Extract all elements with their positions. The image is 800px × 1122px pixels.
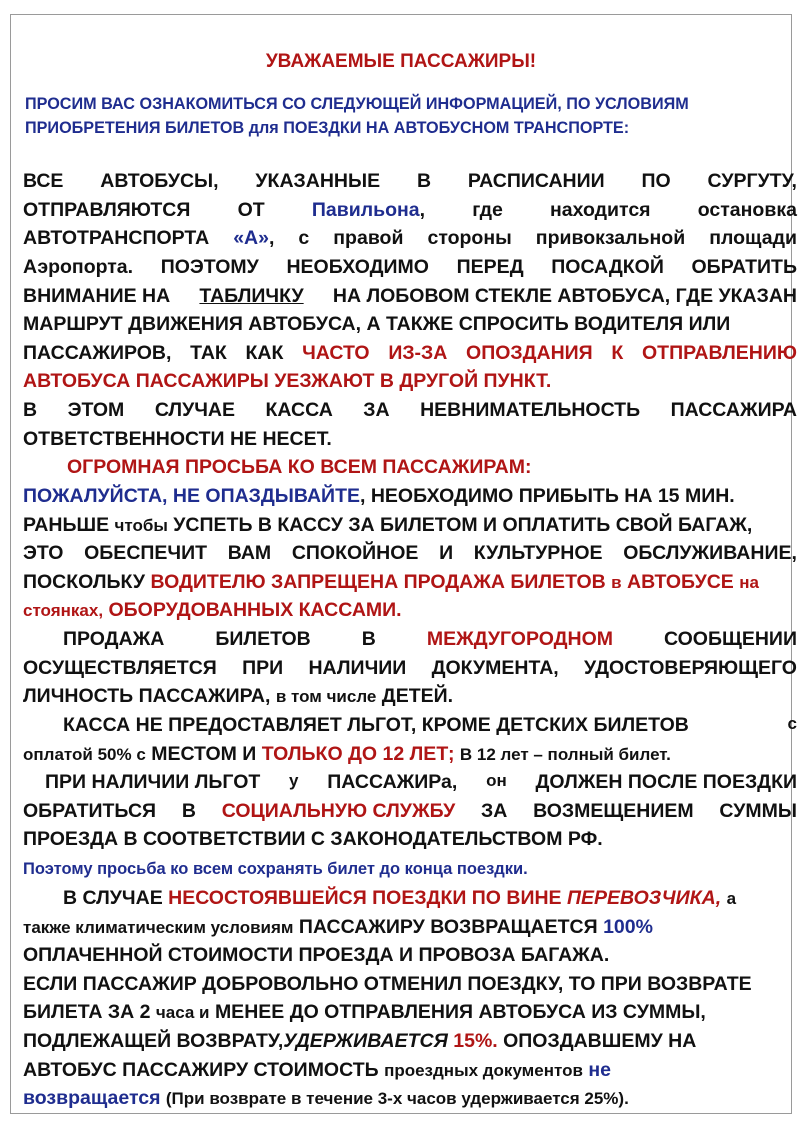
p1-line-2: ОТПРАВЛЯЮТСЯ ОТ Павильона, где находится остановка	[23, 199, 797, 221]
p6-line-2: также климатическим условиям ПАССАЖИРУ ВОЗВРАЩАЕТСЯ 100%	[23, 916, 653, 938]
p1-line-10: ОТВЕТСТВЕННОСТИ НЕ НЕСЕТ.	[23, 428, 332, 450]
p2-line-2: РАНЬШЕ чтобы УСПЕТЬ В КАССУ ЗА БИЛЕТОМ И ОПЛАТИТЬ СВОЙ БАГАЖ,	[23, 514, 753, 536]
p2-line-5: стоянках, ОБОРУДОВАННЫХ КАССАМИ.	[23, 599, 402, 621]
p3-line-2: ОСУЩЕСТВЛЯЕТСЯ ПРИ НАЛИЧИИ ДОКУМЕНТА, УДОСТОВЕРЯЮЩЕГО	[23, 657, 797, 679]
p4-line-1: КАССА НЕ ПРЕДОСТАВЛЯЕТ ЛЬГОТ, КРОМЕ ДЕТСКИХ БИЛЕТОВ с	[63, 714, 797, 736]
p1-line-8: АВТОБУСА ПАССАЖИРЫ УЕЗЖАЮТ В ДРУГОЙ ПУНКТ.	[23, 370, 552, 392]
p6-line-7: АВТОБУС ПАССАЖИРУ СТОИМОСТЬ проездных документов не	[23, 1059, 611, 1081]
p5-line-3: ПРОЕЗДА В СООТВЕТСТВИИ С ЗАКОНОДАТЕЛЬСТВОМ РФ.	[23, 828, 603, 850]
p6-line-3: ОПЛАЧЕННОЙ СТОИМОСТИ ПРОЕЗДА И ПРОВОЗА БАГАЖА.	[23, 944, 610, 966]
intro-line-1: ПРОСИМ ВАС ОЗНАКОМИТЬСЯ СО СЛЕДУЮЩЕЙ ИНФОРМАЦИЕЙ, ПО УСЛОВИЯМ	[25, 95, 689, 113]
p5-line-2: ОБРАТИТЬСЯ В СОЦИАЛЬНУЮ СЛУЖБУ ЗА ВОЗМЕЩЕНИЕМ СУММЫ	[23, 800, 797, 822]
p6-line-4: ЕСЛИ ПАССАЖИР ДОБРОВОЛЬНО ОТМЕНИЛ ПОЕЗДКУ, ТО ПРИ ВОЗВРАТЕ	[23, 973, 752, 995]
p1-line-4: Аэропорта. ПОЭТОМУ НЕОБХОДИМО ПЕРЕД ПОСАДКОЙ ОБРАТИТЬ	[23, 256, 797, 278]
p6-line-8: возвращается (При возврате в течение 3-х часов удерживается 25%).	[23, 1087, 629, 1109]
notice-sheet	[10, 14, 797, 1114]
p4-line-2: оплатой 50% с МЕСТОМ И ТОЛЬКО ДО 12 ЛЕТ; В 12 лет – полный билет.	[23, 743, 671, 765]
keep-ticket-note: Поэтому просьба ко всем сохранять билет до конца поездки.	[23, 860, 528, 878]
p2-line-1: ПОЖАЛУЙСТА, НЕ ОПАЗДЫВАЙТЕ, НЕОБХОДИМО ПРИБЫТЬ НА 15 МИН.	[23, 485, 735, 507]
p5-line-1: ПРИ НАЛИЧИИ ЛЬГОТ у ПАССАЖИРа, он ДОЛЖЕН ПОСЛЕ ПОЕЗДКИ	[45, 771, 797, 793]
p6-line-5: БИЛЕТА ЗА 2 часа и МЕНЕЕ ДО ОТПРАВЛЕНИЯ АВТОБУСА ИЗ СУММЫ,	[23, 1001, 706, 1023]
p3-line-3: ЛИЧНОСТЬ ПАССАЖИРА, в том числе ДЕТЕЙ.	[23, 685, 454, 707]
p1-line-1: ВСЕ АВТОБУСЫ, УКАЗАННЫЕ В РАСПИСАНИИ ПО СУРГУТУ,	[23, 170, 797, 192]
p2-line-3: ЭТО ОБЕСПЕЧИТ ВАМ СПОКОЙНОЕ И КУЛЬТУРНОЕ ОБСЛУЖИВАНИЕ,	[23, 542, 797, 564]
p1-line-7: ПАССАЖИРОВ, ТАК КАК ЧАСТО ИЗ-ЗА ОПОЗДАНИЯ К ОТПРАВЛЕНИЮ	[23, 342, 797, 364]
underlined-sign-word: ТАБЛИЧКУ	[199, 285, 304, 307]
p1-line-5: ВНИМАНИЕ НА ТАБЛИЧКУ НА ЛОБОВОМ СТЕКЛЕ АВТОБУСА, ГДЕ УКАЗАН	[23, 285, 797, 307]
p1-line-9: В ЭТОМ СЛУЧАЕ КАССА ЗА НЕВНИМАТЕЛЬНОСТЬ ПАССАЖИРА	[23, 399, 797, 421]
intro-line-2: ПРИОБРЕТЕНИЯ БИЛЕТОВ для ПОЕЗДКИ НА АВТОБУСНОМ ТРАНСПОРТЕ:	[25, 119, 630, 137]
request-heading: ОГРОМНАЯ ПРОСЬБА КО ВСЕМ ПАССАЖИРАМ:	[67, 456, 532, 478]
p1-line-6: МАРШРУТ ДВИЖЕНИЯ АВТОБУСА, А ТАКЖЕ СПРОСИТЬ ВОДИТЕЛЯ ИЛИ	[23, 313, 731, 335]
p3-line-1: ПРОДАЖА БИЛЕТОВ В МЕЖДУГОРОДНОМ СООБЩЕНИИ	[63, 628, 797, 650]
p6-line-6: ПОДЛЕЖАЩЕЙ ВОЗВРАТУ,УДЕРЖИВАЕТСЯ 15%. ОПОЗДАВШЕМУ НА	[23, 1030, 697, 1052]
p6-line-1: В СЛУЧАЕ НЕСОСТОЯВШЕЙСЯ ПОЕЗДКИ ПО ВИНЕ ПЕРЕВОЗЧИКА, а	[63, 887, 737, 909]
notice-title: УВАЖАЕМЫЕ ПАССАЖИРЫ!	[265, 51, 537, 72]
p1-line-3: АВТОТРАНСПОРТА «А», с правой стороны привокзальной площади	[23, 227, 797, 249]
p2-line-4: ПОСКОЛЬКУ ВОДИТЕЛЮ ЗАПРЕЩЕНА ПРОДАЖА БИЛЕТОВ в АВТОБУСЕ на	[23, 571, 759, 593]
